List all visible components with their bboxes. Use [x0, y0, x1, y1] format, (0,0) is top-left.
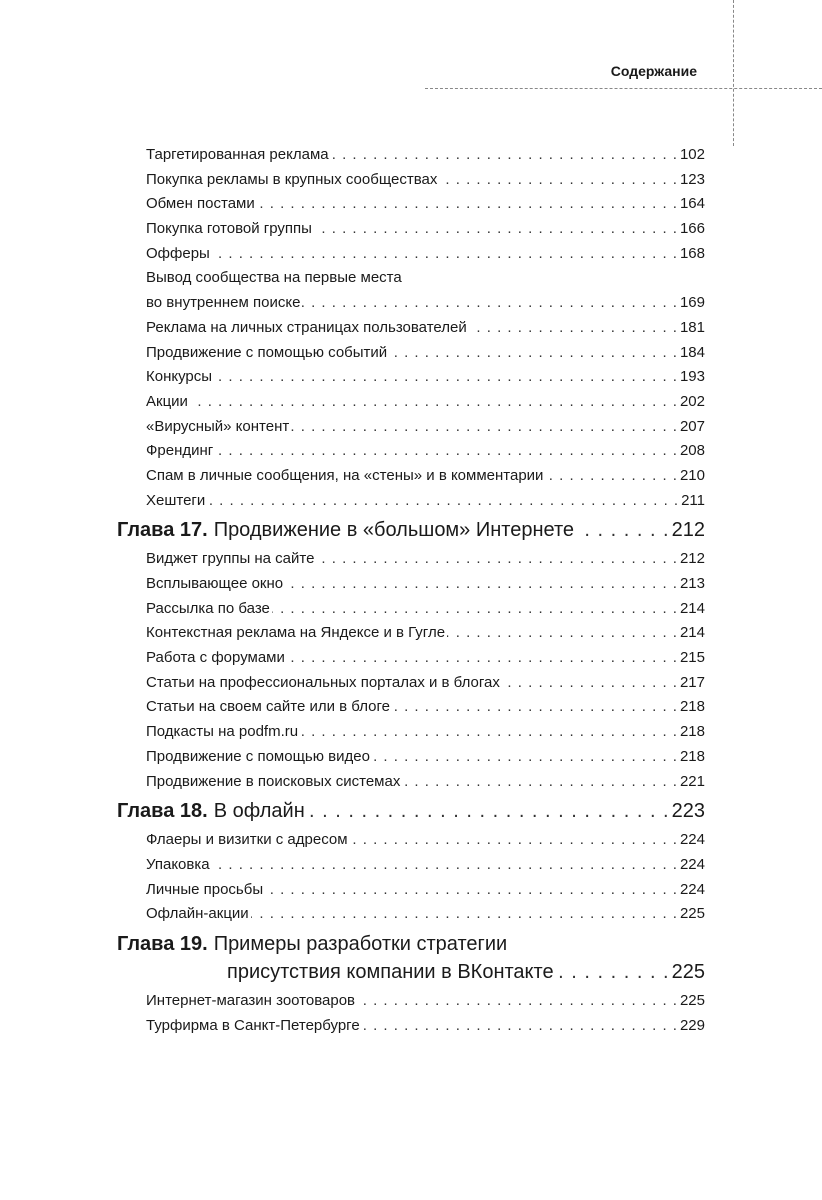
dot-leader [392, 695, 678, 720]
dot-leader [214, 365, 678, 390]
page-number: 207 [679, 417, 705, 435]
dot-leader [257, 192, 678, 217]
toc-entry[interactable] [117, 168, 705, 193]
page-number: 218 [679, 747, 705, 765]
toc-line [117, 989, 705, 1014]
toc-line [117, 572, 705, 597]
toc-entry[interactable] [117, 828, 705, 853]
page-number: 123 [679, 170, 705, 188]
dot-leader [447, 621, 678, 646]
entry-title: Акции [146, 392, 188, 410]
page-number: 102 [679, 146, 705, 163]
entry-title: Френдинг [146, 442, 214, 460]
page-number: 211 [681, 491, 705, 509]
page-number: 214 [679, 624, 705, 642]
entry-title: Спам в личные сообщения, на «стены» и в комментарии [146, 466, 544, 484]
toc-chapter[interactable] [117, 513, 705, 547]
toc-entry[interactable] [117, 547, 705, 572]
page-number: 164 [679, 195, 705, 213]
dot-leader [300, 720, 678, 745]
entry-title: Продвижение в поисковых системах [146, 772, 401, 790]
entry-title: «Вирусный» контент [146, 417, 290, 435]
toc-line [117, 828, 705, 853]
toc-line [117, 646, 705, 671]
toc-entry[interactable] [117, 242, 705, 267]
toc-entry[interactable] [117, 572, 705, 597]
toc-entry[interactable] [117, 266, 705, 315]
entry-title: Всплывающее окно [146, 575, 284, 592]
toc-entry[interactable] [117, 989, 705, 1014]
entry-title: Таргетированная реклама [146, 146, 329, 163]
page-number: 193 [679, 368, 705, 386]
toc-entry[interactable] [117, 192, 705, 217]
toc-line [117, 513, 705, 547]
dot-leader [556, 958, 670, 986]
toc-line [117, 597, 705, 622]
toc-line [117, 671, 705, 696]
toc-entry[interactable] [117, 720, 705, 745]
toc-entry[interactable] [117, 745, 705, 770]
toc-line [117, 547, 705, 572]
page-number: 169 [679, 294, 705, 312]
entry-title: Упаковка [146, 855, 210, 873]
page-number: 224 [679, 855, 705, 873]
entry-title: Продвижение с помощью событий [146, 343, 388, 361]
toc-entry[interactable] [117, 621, 705, 646]
toc-line [117, 621, 705, 646]
page-number: 212 [671, 519, 705, 542]
page-number: 224 [679, 831, 705, 849]
page-number: 221 [679, 772, 705, 790]
dot-leader [272, 597, 678, 622]
entry-title: Рассылка по базе [146, 599, 270, 617]
toc-line [117, 878, 705, 903]
dot-leader [545, 464, 678, 489]
dot-leader [402, 770, 678, 795]
page-number: 210 [679, 466, 705, 484]
page-number: 224 [679, 880, 705, 898]
toc-entry[interactable] [117, 902, 705, 927]
entry-title: Реклама на личных страницах пользователей [146, 318, 467, 336]
toc-entry[interactable] [117, 671, 705, 696]
toc-line [117, 291, 705, 316]
toc-line [117, 390, 705, 415]
toc-line [117, 266, 705, 291]
dot-leader [331, 143, 678, 168]
page-number: 225 [679, 905, 705, 923]
toc-line [117, 242, 705, 267]
toc-line [117, 168, 705, 193]
dot-leader [502, 671, 678, 696]
toc-entry[interactable] [117, 489, 705, 514]
entry-title: Статьи на своем сайте или в блоге [146, 698, 390, 716]
page-number: 229 [679, 1016, 705, 1034]
toc-line [117, 695, 705, 720]
entry-title: Личные просьбы [146, 880, 264, 898]
entry-title: Офферы [146, 244, 210, 262]
toc-entry[interactable] [117, 695, 705, 720]
toc-entry[interactable] [117, 597, 705, 622]
toc-line [117, 720, 705, 745]
page-number: 218 [679, 723, 705, 741]
page-number: 181 [679, 318, 705, 336]
running-head: Содержание [610, 63, 697, 79]
toc-line [117, 902, 705, 927]
toc-entry[interactable] [117, 316, 705, 341]
page-number: 166 [679, 220, 705, 238]
entry-title: Обмен постами [146, 195, 255, 213]
dot-leader [265, 878, 678, 903]
dot-leader [291, 415, 678, 440]
entry-title: Покупка рекламы в крупных сообществах [146, 170, 438, 188]
dot-leader [372, 745, 678, 770]
entry-title: Хештеги [146, 491, 206, 509]
page-number: 202 [679, 392, 705, 410]
toc-chapter[interactable] [117, 927, 705, 989]
page-number: 212 [679, 550, 705, 568]
page-number: 218 [679, 698, 705, 716]
toc-entry[interactable] [117, 390, 705, 415]
chapter-number: Глава 19. [117, 932, 208, 955]
page-number: 208 [679, 442, 705, 460]
crop-mark-vertical [733, 0, 734, 146]
entry-title: Конкурсы [146, 368, 213, 386]
toc-entry[interactable] [117, 415, 705, 440]
entry-title: Примеры разработки стратегии [213, 932, 508, 955]
dot-leader [302, 291, 678, 316]
entry-title: В офлайн [213, 800, 305, 823]
dot-leader [215, 439, 678, 464]
toc-line [117, 143, 705, 168]
page-number: 223 [671, 800, 705, 823]
page-number: 215 [679, 649, 705, 667]
chapter-number: Глава 18. [117, 800, 208, 823]
entry-title: Интернет-магазин зоотоваров [146, 991, 356, 1009]
dot-leader [207, 489, 679, 514]
toc-line [117, 958, 705, 989]
entry-title-continued: присутствия компании в ВКонтакте [227, 960, 554, 983]
entry-title: Продвижение в «большом» Интернете [213, 519, 575, 542]
dot-leader [287, 646, 678, 671]
toc-line [117, 927, 705, 958]
dot-leader [469, 316, 678, 341]
entry-title: Офлайн-акции [146, 905, 249, 923]
toc-line [117, 853, 705, 878]
dot-leader [316, 547, 678, 572]
page-number: 217 [679, 673, 705, 691]
entry-title: Продвижение с помощью видео [146, 747, 370, 765]
toc-line [117, 464, 705, 489]
dot-leader [285, 572, 678, 597]
table-of-contents [117, 143, 705, 1038]
entry-title: Работа с форумами [146, 649, 285, 667]
page-number: 184 [679, 343, 705, 361]
dot-leader [212, 853, 678, 878]
toc-entry[interactable] [117, 770, 705, 795]
toc-line [117, 745, 705, 770]
dot-leader [212, 242, 678, 267]
toc-line [117, 192, 705, 217]
toc-entry[interactable] [117, 143, 705, 168]
page-number: 225 [671, 960, 705, 983]
entry-title: Вывод сообщества на первые места [146, 269, 402, 287]
toc-chapter[interactable] [117, 794, 705, 828]
entry-title: Покупка готовой группы [146, 220, 312, 238]
dot-leader [362, 1014, 678, 1039]
dot-leader [251, 902, 678, 927]
toc-entry[interactable] [117, 341, 705, 366]
dot-leader [190, 390, 678, 415]
entry-title: Подкасты на podfm.ru [146, 723, 299, 741]
dot-leader [389, 341, 678, 366]
toc-entry[interactable] [117, 646, 705, 671]
toc-line [117, 770, 705, 795]
toc-line [117, 415, 705, 440]
entry-title: Контекстная реклама на Яндексе и в Гугле [146, 624, 446, 642]
toc-entry[interactable] [117, 878, 705, 903]
page-number: 225 [679, 991, 705, 1009]
toc-line [117, 365, 705, 390]
toc-entry[interactable] [117, 217, 705, 242]
dot-leader [314, 217, 678, 242]
toc-line [117, 439, 705, 464]
toc-entry[interactable] [117, 1014, 705, 1039]
toc-entry[interactable] [117, 439, 705, 464]
dot-leader [576, 516, 670, 544]
toc-line [117, 489, 705, 514]
entry-title: Турфирма в Санкт-Петербурге [146, 1016, 360, 1034]
dot-leader [350, 828, 678, 853]
toc-entry[interactable] [117, 853, 705, 878]
toc-line [117, 341, 705, 366]
entry-title: Статьи на профессиональных порталах и в блогах [146, 673, 500, 691]
page-number: 168 [679, 244, 705, 262]
toc-line [117, 217, 705, 242]
toc-line [117, 794, 705, 828]
toc-line [117, 1014, 705, 1039]
entry-title: Флаеры и визитки с адресом [146, 831, 348, 849]
chapter-number: Глава 17. [117, 519, 208, 542]
page-number: 213 [679, 575, 705, 592]
toc-entry[interactable] [117, 464, 705, 489]
dot-leader [307, 797, 670, 825]
entry-title: Виджет группы на сайте [146, 550, 315, 568]
entry-title-continued: во внутреннем поиске [146, 294, 301, 312]
toc-line [117, 316, 705, 341]
toc-entry[interactable] [117, 365, 705, 390]
page-number: 214 [679, 599, 705, 617]
header-rule [425, 88, 822, 89]
dot-leader [439, 168, 678, 193]
dot-leader [357, 989, 678, 1014]
